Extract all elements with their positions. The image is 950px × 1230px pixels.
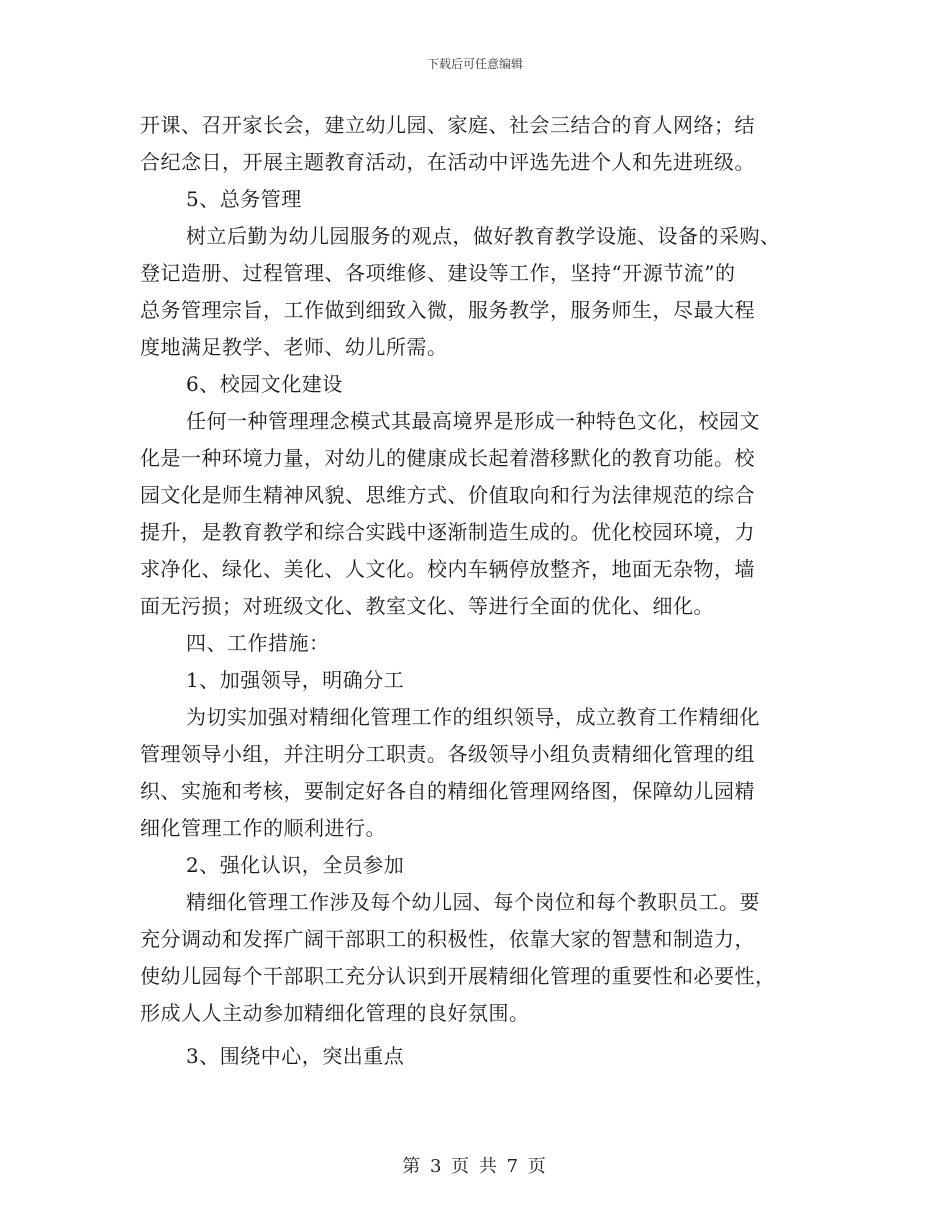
body-line: 面无污损；对班级文化、教室文化、等进行全面的优化、细化。 [140,594,714,618]
section-heading: 6、校园文化建设 [186,372,343,396]
body-line: 树立后勤为幼儿园服务的观点，做好教育教学设施、设备的采购、 [186,224,781,248]
body-line: 形成人人主动参加精细化管理的良好氛围。 [140,1001,530,1025]
body-line: 化是一种环境力量，对幼儿的健康成长起着潜移默化的教育功能。校 [140,446,755,470]
body-line: 充分调动和发挥广阔干部职工的积极性，依靠大家的智慧和制造力， [140,927,755,951]
body-line: 任何一种管理理念模式其最高境界是形成一种特色文化，校园文 [186,409,760,433]
document-body [140,107,820,1075]
body-line: 管理领导小组，并注明分工职责。各级领导小组负责精细化管理的组 [140,742,755,766]
body-line: 登记造册、过程管理、各项维修、建设等工作，坚持“开源节流”的 [140,261,736,285]
body-line: 求净化、绿化、美化、人文化。校内车辆停放整齐，地面无杂物，墙 [140,557,755,581]
body-line: 细化管理工作的顺利进行。 [140,816,386,840]
body-line: 园文化是师生精神风貌、思维方式、价值取向和行为法律规范的综合 [140,483,755,507]
body-line: 开课、召开家长会，建立幼儿园、家庭、社会三结合的育人网络；结 [140,113,755,137]
body-line: 使幼儿园每个干部职工充分认识到开展精细化管理的重要性和必要性， [140,964,776,988]
section-heading: 2、强化认识，全员参加 [186,853,405,877]
page-footer: 第 3 页 共 7 页 [402,1156,548,1177]
body-line: 总务管理宗旨，工作做到细致入微，服务教学，服务师生，尽最大程 [140,298,755,322]
body-line: 精细化管理工作涉及每个幼儿园、每个岗位和每个教职员工。要 [186,890,760,914]
section-heading: 四、工作措施： [186,631,330,655]
body-line: 合纪念日，开展主题教育活动，在活动中评选先进个人和先进班级。 [140,150,755,174]
section-heading: 3、围绕中心，突出重点 [186,1044,405,1068]
body-line: 度地满足教学、老师、幼儿所需。 [140,335,448,359]
body-line: 织、实施和考核，要制定好各自的精细化管理网络图，保障幼儿园精 [140,779,755,803]
section-heading: 1、加强领导，明确分工 [186,668,405,692]
body-line: 提升，是教育教学和综合实践中逐渐制造生成的。优化校园环境，力 [140,520,755,544]
section-heading: 5、总务管理 [186,187,302,211]
page-header: 下载后可任意编辑 [426,57,523,71]
body-line: 为切实加强对精细化管理工作的组织领导，成立教育工作精细化 [186,705,760,729]
